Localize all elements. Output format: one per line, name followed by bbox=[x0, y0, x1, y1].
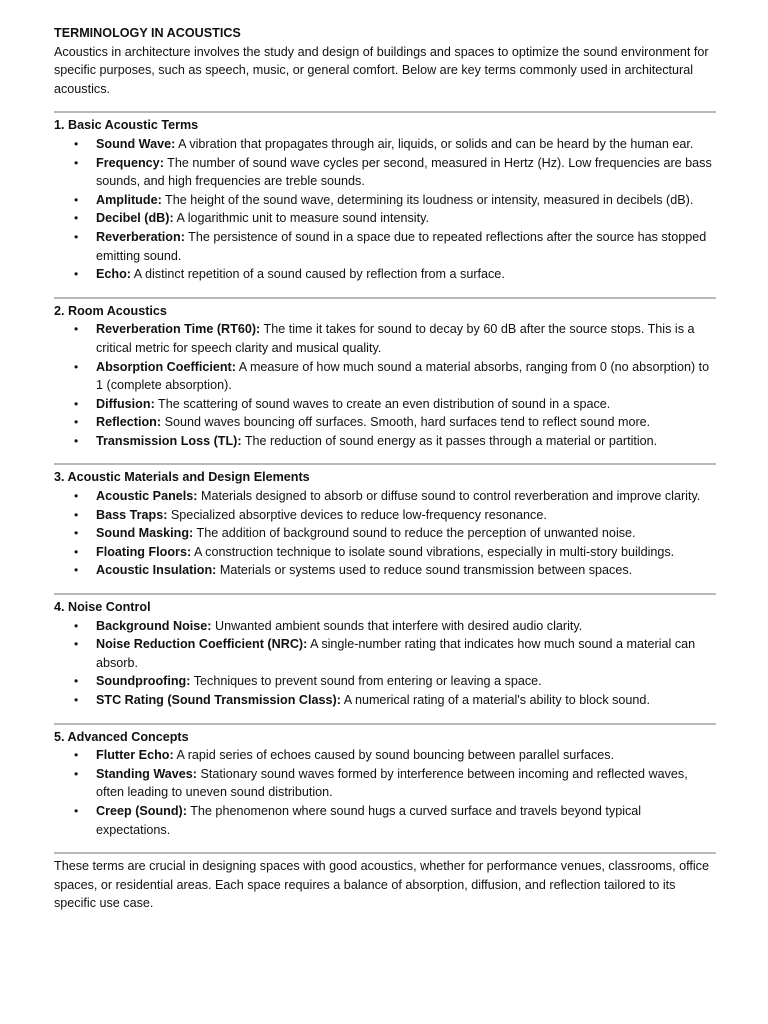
bullet-icon: • bbox=[74, 674, 79, 689]
section-divider bbox=[54, 723, 716, 725]
section-divider bbox=[54, 463, 716, 465]
term-definition: The phenomenon where sound hugs a curved surface and travels beyond typical expectations. bbox=[96, 803, 642, 837]
list-item bbox=[54, 413, 716, 432]
list-item bbox=[54, 395, 716, 414]
term-name: Echo: bbox=[96, 267, 131, 282]
term-list bbox=[54, 617, 716, 710]
list-item bbox=[54, 635, 716, 672]
term-definition: The persistence of sound in a space due to repeated reflections after the source has stopped emitting sound. bbox=[96, 229, 707, 263]
term-definition: A numerical rating of a material's ability to block sound. bbox=[343, 693, 650, 707]
term-definition: The time it takes for sound to decay by 60 dB after the source stops. This is a critical metric for speech clarity and musical quality. bbox=[96, 322, 695, 355]
term-name: Soundproofing: bbox=[96, 674, 191, 689]
term-definition: A logarithmic unit to measure sound intensity. bbox=[176, 211, 429, 226]
term-name: Acoustic Panels: bbox=[96, 489, 198, 504]
term-name: Diffusion: bbox=[96, 396, 155, 411]
bullet-icon: • bbox=[74, 693, 79, 707]
list-item bbox=[54, 672, 716, 691]
bullet-icon: • bbox=[74, 507, 79, 522]
bullet-icon: • bbox=[74, 766, 79, 781]
term-name: Reverberation: bbox=[96, 229, 185, 244]
bullet-icon: • bbox=[74, 155, 79, 170]
bullet-icon: • bbox=[74, 637, 79, 652]
term-name: Acoustic Insulation: bbox=[96, 563, 217, 578]
term-definition: The scattering of sound waves to create an even distribution of sound in a space. bbox=[158, 396, 611, 411]
term-definition: Stationary sound waves formed by interference between incoming and reflected waves, often leading to uneven sound distribution. bbox=[96, 766, 688, 800]
document-title: TERMINOLOGY IN ACOUSTICS bbox=[54, 26, 241, 40]
bullet-icon: • bbox=[74, 526, 79, 541]
term-name: STC Rating (Sound Transmission Class): bbox=[96, 693, 341, 707]
closing-paragraph: These terms are crucial in designing spaces with good acoustics, whether for performance venues, classrooms, office spaces, or residential areas. Each space requires a balance of absorption, diffusion, and reflection tailored to its specific use case. bbox=[54, 859, 709, 911]
list-item bbox=[54, 487, 716, 506]
term-name: Standing Waves: bbox=[96, 766, 197, 781]
term-definition: The number of sound wave cycles per second, measured in Hertz (Hz). Low frequencies are bass sounds, and high frequencies are treble sounds. bbox=[96, 155, 712, 189]
term-name: Sound Wave: bbox=[96, 136, 176, 151]
bullet-icon: • bbox=[74, 544, 79, 559]
section-room-acoustics bbox=[54, 302, 716, 451]
list-item bbox=[54, 561, 716, 580]
list-item bbox=[54, 209, 716, 228]
term-name: Floating Floors: bbox=[96, 544, 192, 559]
bullet-icon: • bbox=[74, 211, 79, 226]
section-basic-acoustic-terms bbox=[54, 116, 716, 283]
bullet-icon: • bbox=[74, 489, 79, 504]
list-item bbox=[54, 265, 716, 284]
bullet-icon: • bbox=[74, 136, 79, 151]
bullet-icon: • bbox=[74, 229, 79, 244]
section-divider bbox=[54, 111, 716, 113]
list-item bbox=[54, 543, 716, 562]
term-definition: The reduction of sound energy as it passes through a material or partition. bbox=[244, 433, 658, 448]
term-definition: Materials designed to absorb or diffuse sound to control reverberation and improve clarity. bbox=[200, 489, 701, 504]
term-definition: Unwanted ambient sounds that interfere with desired audio clarity. bbox=[214, 618, 583, 633]
section-heading: 2. Room Acoustics bbox=[54, 303, 167, 318]
list-item bbox=[54, 358, 716, 395]
term-definition: A vibration that propagates through air, liquids, or solids and can be heard by the human ear. bbox=[178, 136, 694, 151]
section-noise-control bbox=[54, 598, 716, 710]
term-name: Reflection: bbox=[96, 415, 162, 430]
list-item bbox=[54, 765, 716, 802]
term-name: Sound Masking: bbox=[96, 526, 194, 541]
term-definition: A distinct repetition of a sound caused by reflection from a surface. bbox=[133, 267, 505, 282]
term-definition: Techniques to prevent sound from entering or leaving a space. bbox=[193, 674, 542, 689]
section-divider bbox=[54, 593, 716, 595]
term-name: Absorption Coefficient: bbox=[96, 359, 236, 374]
intro-paragraph: Acoustics in architecture involves the study and design of buildings and spaces to optimize the sound environment for specific purposes, such as speech, music, or general comfort. Below are key terms commonly used in architectural acoustics. bbox=[54, 44, 709, 96]
term-name: Bass Traps: bbox=[96, 507, 168, 522]
bullet-icon: • bbox=[74, 433, 79, 448]
list-item bbox=[54, 154, 716, 191]
section-heading: 3. Acoustic Materials and Design Elements bbox=[54, 470, 310, 485]
list-item bbox=[54, 506, 716, 525]
section-heading: 5. Advanced Concepts bbox=[54, 729, 189, 744]
list-item bbox=[54, 432, 716, 451]
term-name: Decibel (dB): bbox=[96, 211, 174, 226]
section-heading: 1. Basic Acoustic Terms bbox=[54, 118, 199, 133]
list-item bbox=[54, 524, 716, 543]
section-heading: 4. Noise Control bbox=[54, 600, 151, 615]
term-definition: Specialized absorptive devices to reduce low-frequency resonance. bbox=[170, 507, 547, 522]
term-name: Background Noise: bbox=[96, 618, 212, 633]
bullet-icon: • bbox=[74, 563, 79, 578]
list-item bbox=[54, 228, 716, 265]
term-name: Transmission Loss (TL): bbox=[96, 433, 242, 448]
bullet-icon: • bbox=[74, 803, 79, 818]
term-list bbox=[54, 320, 716, 450]
term-name: Amplitude: bbox=[96, 192, 162, 207]
bullet-icon: • bbox=[74, 415, 79, 430]
list-item bbox=[54, 746, 716, 765]
list-item bbox=[54, 320, 716, 357]
bullet-icon: • bbox=[74, 396, 79, 411]
term-definition: The height of the sound wave, determining its loudness or intensity, measured in decibels (dB). bbox=[165, 192, 694, 207]
bullet-icon: • bbox=[74, 359, 79, 374]
list-item bbox=[54, 191, 716, 210]
section-advanced-concepts bbox=[54, 728, 716, 840]
term-definition: A single-number rating that indicates how much sound a material can absorb. bbox=[96, 637, 696, 670]
bullet-icon: • bbox=[74, 267, 79, 282]
section-divider bbox=[54, 297, 716, 299]
term-definition: A construction technique to isolate sound vibrations, especially in multi-story buildings. bbox=[193, 544, 675, 559]
list-item bbox=[54, 135, 716, 154]
bullet-icon: • bbox=[74, 322, 79, 337]
list-item bbox=[54, 802, 716, 839]
term-name: Reverberation Time (RT60): bbox=[96, 322, 261, 337]
section-acoustic-materials bbox=[54, 468, 716, 580]
term-definition: The addition of background sound to reduce the perception of unwanted noise. bbox=[196, 526, 636, 541]
bullet-icon: • bbox=[74, 748, 79, 763]
term-definition: Sound waves bouncing off surfaces. Smooth, hard surfaces tend to reflect sound more. bbox=[164, 415, 651, 430]
term-name: Noise Reduction Coefficient (NRC): bbox=[96, 637, 308, 652]
bullet-icon: • bbox=[74, 192, 79, 207]
term-name: Flutter Echo: bbox=[96, 748, 174, 763]
term-definition: Materials or systems used to reduce sound transmission between spaces. bbox=[219, 563, 633, 578]
term-definition: A measure of how much sound a material absorbs, ranging from 0 (no absorption) to 1 (complete absorption). bbox=[96, 359, 710, 393]
term-list bbox=[54, 135, 716, 284]
term-definition: A rapid series of echoes caused by sound bouncing between parallel surfaces. bbox=[176, 748, 615, 763]
term-list bbox=[54, 487, 716, 580]
bullet-icon: • bbox=[74, 618, 79, 633]
list-item bbox=[54, 691, 716, 710]
term-name: Frequency: bbox=[96, 155, 164, 170]
list-item bbox=[54, 617, 716, 636]
term-name: Creep (Sound): bbox=[96, 803, 187, 818]
term-list bbox=[54, 746, 716, 839]
section-divider bbox=[54, 852, 716, 854]
